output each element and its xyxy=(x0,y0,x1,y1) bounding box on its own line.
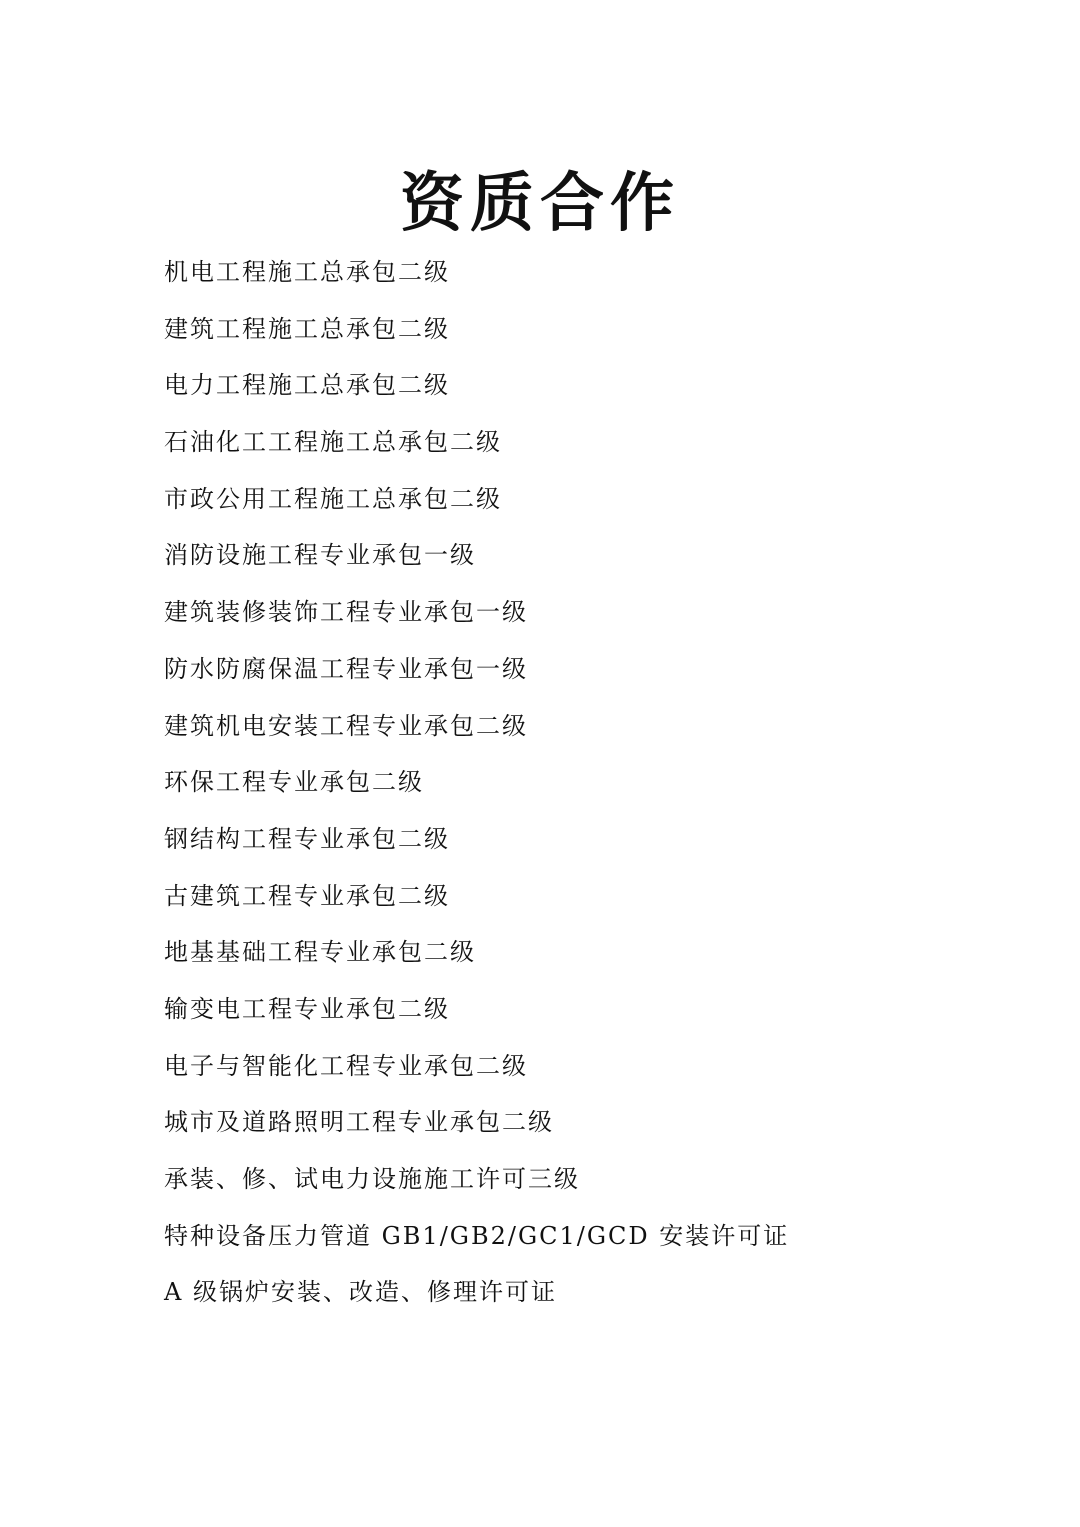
list-item: 输变电工程专业承包二级 xyxy=(164,994,450,1023)
list-item: 城市及道路照明工程专业承包二级 xyxy=(164,1108,554,1137)
page-title: 资质合作 xyxy=(400,166,680,241)
list-item: 电力工程施工总承包二级 xyxy=(164,371,450,400)
list-item: 机电工程施工总承包二级 xyxy=(164,258,450,286)
list-item: 建筑装修装饰工程专业承包一级 xyxy=(164,598,528,627)
list-item: 市政公用工程施工总承包二级 xyxy=(164,484,502,513)
list-item: A 级锅炉安装、改造、修理许可证 xyxy=(164,1278,557,1307)
list-item: 电子与智能化工程专业承包二级 xyxy=(164,1051,528,1080)
list-item: 特种设备压力管道 GB1/GB2/GC1/GCD 安装许可证 xyxy=(164,1221,790,1250)
list-item: 消防设施工程专业承包一级 xyxy=(164,541,476,570)
list-item: 承装、修、试电力设施施工许可三级 xyxy=(164,1165,580,1193)
list-item: 石油化工工程施工总承包二级 xyxy=(164,428,502,457)
list-item: 建筑机电安装工程专业承包二级 xyxy=(164,711,528,740)
list-item: 环保工程专业承包二级 xyxy=(164,768,424,797)
list-item: 古建筑工程专业承包二级 xyxy=(164,881,450,910)
list-item: 钢结构工程专业承包二级 xyxy=(164,824,450,853)
list-item: 防水防腐保温工程专业承包一级 xyxy=(164,654,528,683)
list-item: 建筑工程施工总承包二级 xyxy=(164,314,450,343)
list-item: 地基基础工程专业承包二级 xyxy=(164,938,476,967)
qualification-list xyxy=(164,248,1044,1325)
